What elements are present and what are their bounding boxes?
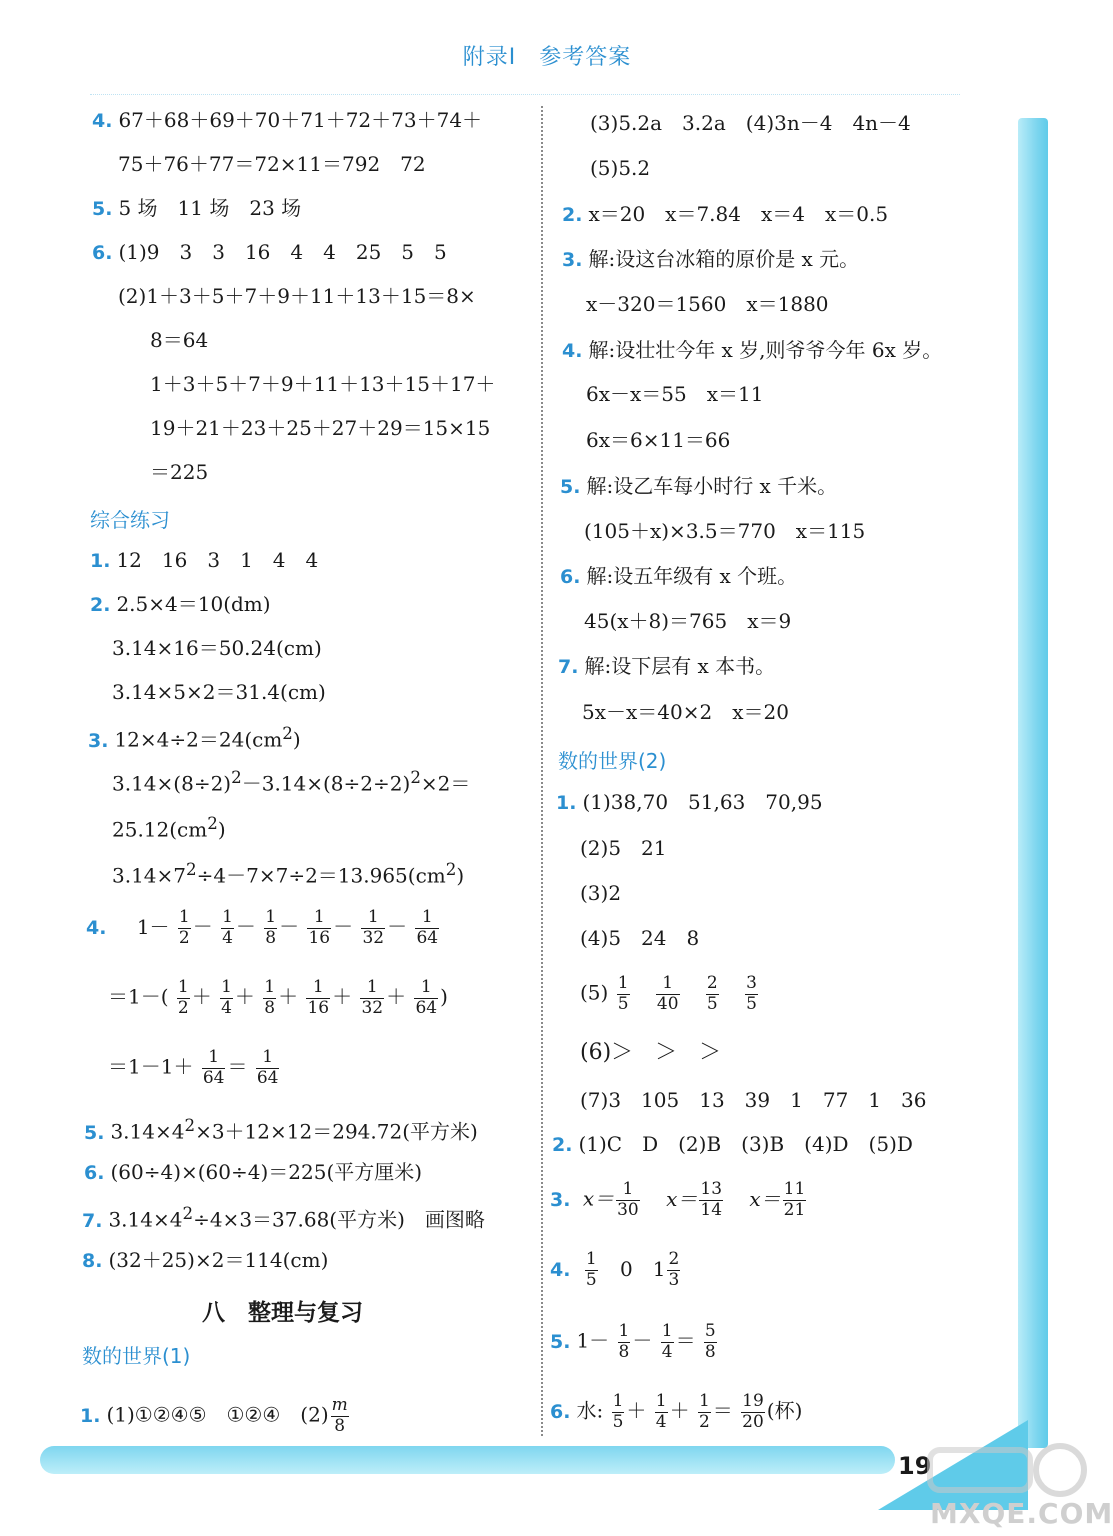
- equation-answer-6-line2: 45(x＋8)＝765 x＝9: [584, 609, 792, 633]
- answer-cont-line2: (5)5.2: [590, 156, 651, 180]
- number-world-2-answer-3: 3. x＝ $\frac{1}{30}$ x＝ $\frac{13}{14}$ x＝ $\frac{11}{21}$: [550, 1179, 806, 1220]
- fraction: $\frac{3}{5}$: [746, 973, 757, 1014]
- fraction: $\frac{13}{14}$: [700, 1179, 723, 1220]
- number-world-2-answer-4: 4. $\frac{1}{5}$ 0 1 $\frac{2}{3}$: [550, 1249, 680, 1290]
- page-number: 19: [898, 1452, 932, 1480]
- fraction: $\frac{1}{40}$: [656, 973, 679, 1014]
- exercise-4-line2: ＝1－( $\frac{1}{2}$ ＋ $\frac{1}{4}$ ＋ $\frac{1}{8}$ ＋ $\frac{1}{16}$ ＋ $\frac{1}{32}$ ＋ $\frac{1}{64}$ ): [108, 977, 448, 1018]
- number-world-2-answer-1-line7: (7)3 105 13 39 1 77 1 36: [580, 1088, 927, 1112]
- fraction: $\frac{1}{30}$: [617, 1179, 639, 1220]
- exercise-2-line3: 3.14×5×2＝31.4(cm): [112, 680, 326, 704]
- exercise-8: 8. (32＋25)×2＝114(cm): [82, 1248, 329, 1272]
- equation-answer-4: 4. 解:设壮壮今年 x 岁,则爷爷今年 6x 岁。: [562, 338, 943, 362]
- answer-4-line2: 75＋76＋77＝72×11＝792 72: [118, 152, 426, 176]
- equation-answer-7-line2: 5x－x＝40×2 x＝20: [582, 700, 789, 724]
- fraction: $\frac{1}{8}$: [264, 977, 276, 1018]
- answer-4: 4. 67＋68＋69＋70＋71＋72＋73＋74＋: [92, 108, 483, 132]
- fraction: $\frac{1}{5}$: [585, 1249, 597, 1290]
- number-world-2-answer-1-line6: (6)＞ ＞ ＞: [580, 1040, 722, 1065]
- page-header: 附录Ⅰ 参考答案: [462, 45, 632, 70]
- fraction: $\frac{1}{16}$: [308, 907, 331, 948]
- fraction: $\frac{1}{32}$: [361, 977, 384, 1018]
- number-world-2-answer-1-line4: (4)5 24 8: [580, 926, 700, 950]
- exercise-6: 6. (60÷4)×(60÷4)＝225(平方厘米): [84, 1160, 423, 1184]
- fraction: $\frac{1}{32}$: [362, 907, 385, 948]
- equation-answer-2: 2. x＝20 x＝7.84 x＝4 x＝0.5: [562, 202, 889, 226]
- number-world-2-answer-1: 1. (1)38,70 51,63 70,95: [556, 790, 823, 814]
- number-world-2-answer-1-line2: (2)5 21: [580, 836, 667, 860]
- fraction: $\frac{1}{5}$: [612, 1391, 624, 1432]
- exercise-1: 1. 12 16 3 1 4 4: [90, 548, 319, 572]
- column-divider: [541, 106, 543, 1436]
- answer-6-line2: (2)1＋3＋5＋7＋9＋11＋13＋15＝8×: [118, 284, 476, 308]
- equation-answer-4-line3: 6x＝6×11＝66: [586, 428, 731, 452]
- exercise-3-line3: $25.12(cm^2)$: [112, 814, 226, 842]
- number-world-2-answer-6: 6. 水: $\frac{1}{5}$ ＋ $\frac{1}{4}$ ＋ $\frac{1}{2}$ ＝ $\frac{19}{20}$ (杯): [550, 1391, 803, 1432]
- answer-6-line3: 8＝64: [150, 328, 209, 352]
- answer-6-line4: 1＋3＋5＋7＋9＋11＋13＋15＋17＋: [150, 372, 496, 396]
- fraction: $\frac{19}{20}$: [742, 1391, 764, 1432]
- decorative-bottom-bar: [40, 1446, 895, 1474]
- fraction: $\frac{1}{4}$: [222, 907, 233, 948]
- fraction: $\frac{1}{64}$: [416, 907, 439, 948]
- fraction: $\frac{1}{64}$: [256, 1047, 279, 1088]
- number-world-1-answer-1: 1. (1)①②④⑤ ①②④ (2) $\frac{m}{8}$: [80, 1395, 348, 1436]
- exercise-3-line2: $3.14\times(8\div 2)^2-3.14\times(8\div 2\div 2)^2\times 2=$: [112, 768, 471, 796]
- equation-answer-7: 7. 解:设下层有 x 本书。: [558, 654, 776, 678]
- fraction: $\frac{5}{8}$: [704, 1321, 716, 1362]
- header-rule: [90, 94, 960, 95]
- fraction: $\frac{1}{2}$: [177, 977, 189, 1018]
- number-world-2-answer-2: 2. (1)C D (2)B (3)B (4)D (5)D: [552, 1132, 913, 1156]
- answer-5: 5. 5 场 11 场 23 场: [92, 196, 302, 220]
- answer-cont-line1: (3)5.2a 3.2a (4)3n－4 4n－4: [590, 111, 911, 135]
- fraction: $\frac{1}{4}$: [655, 1391, 667, 1432]
- equation-answer-3: 3. 解:设这台冰箱的原价是 x 元。: [562, 247, 860, 271]
- answer-6: 6. (1)9 3 3 16 4 4 25 5 5: [92, 240, 447, 264]
- equation-answer-3-line2: x－320＝1560 x＝1880: [586, 292, 829, 316]
- fraction: $\frac{1}{5}$: [617, 973, 629, 1014]
- number-world-2-answer-1-line5: (5) $\frac{1}{5}$ $\frac{1}{40}$ $\frac{2}{5}$ $\frac{3}{5}$: [580, 973, 757, 1014]
- equation-answer-4-line2: 6x－x＝55 x＝11: [586, 382, 764, 406]
- exercise-2-line2: 3.14×16＝50.24(cm): [112, 636, 322, 660]
- fraction: $\frac{1}{2}$: [178, 907, 190, 948]
- exercise-3: 3. $12\times 4\div 2=24(cm^2)$: [88, 724, 301, 752]
- fraction: $\frac{1}{8}$: [618, 1321, 630, 1362]
- equation-answer-5: 5. 解:设乙车每小时行 x 千米。: [560, 474, 838, 498]
- answer-6-line6: ＝225: [150, 460, 209, 484]
- fraction: $\frac{1}{4}$: [221, 977, 232, 1018]
- exercise-5: 5. $3.14\times 4^2\times 3+12\times 12=294.72$(平方米): [84, 1116, 478, 1144]
- exercise-4: 4. 1－ $\frac{1}{2}$ － $\frac{1}{4}$ － $\frac{1}{8}$ － $\frac{1}{16}$ － $\frac{1}{32}$ － $\frac{1}{64}$: [86, 907, 439, 948]
- fraction: $\frac{1}{16}$: [307, 977, 330, 1018]
- fraction: $\frac{1}{2}$: [698, 1391, 710, 1432]
- fraction: $\frac{1}{4}$: [661, 1321, 673, 1362]
- number-world-2-answer-5: 5. 1－ $\frac{1}{8}$ － $\frac{1}{4}$ ＝ $\frac{5}{8}$: [550, 1321, 716, 1362]
- exercise-7: 7. $3.14\times 4^2\div 4\times 3=37.68$(平方米) 画图略: [82, 1204, 485, 1232]
- exercise-4-line3: ＝1－1＋ $\frac{1}{64}$ ＝ $\frac{1}{64}$: [108, 1047, 279, 1088]
- fraction: $\frac{11}{21}$: [783, 1179, 806, 1220]
- section-title-number-world-2: 数的世界(2): [558, 749, 667, 773]
- answer-6-line5: 19＋21＋23＋25＋27＋29＝15×15: [150, 416, 491, 440]
- fraction: $\frac{1}{64}$: [202, 1047, 225, 1088]
- watermark-text: MXQE.COM: [930, 1497, 1113, 1530]
- chapter-title: 八 整理与复习: [202, 1300, 363, 1326]
- fraction: $\frac{m}{8}$: [331, 1395, 348, 1436]
- section-title-number-world-1: 数的世界(1): [82, 1344, 191, 1368]
- fraction: $\frac{2}{3}$: [668, 1249, 680, 1290]
- section-title-comprehensive: 综合练习: [90, 508, 170, 532]
- equation-answer-6: 6. 解:设五年级有 x 个班。: [560, 564, 798, 588]
- fraction: $\frac{2}{5}$: [706, 973, 718, 1014]
- decorative-side-bar: [1018, 118, 1048, 1448]
- equation-answer-5-line2: (105＋x)×3.5＝770 x＝115: [584, 519, 866, 543]
- fraction: $\frac{1}{64}$: [415, 977, 438, 1018]
- number-world-2-answer-1-line3: (3)2: [580, 881, 622, 905]
- exercise-3-line4: $3.14\times 7^2\div 4-7\times 7\div 2=13.965(cm^2)$: [112, 860, 465, 888]
- fraction: $\frac{1}{8}$: [265, 907, 277, 948]
- exercise-2: 2. 2.5×4＝10(dm): [90, 592, 271, 616]
